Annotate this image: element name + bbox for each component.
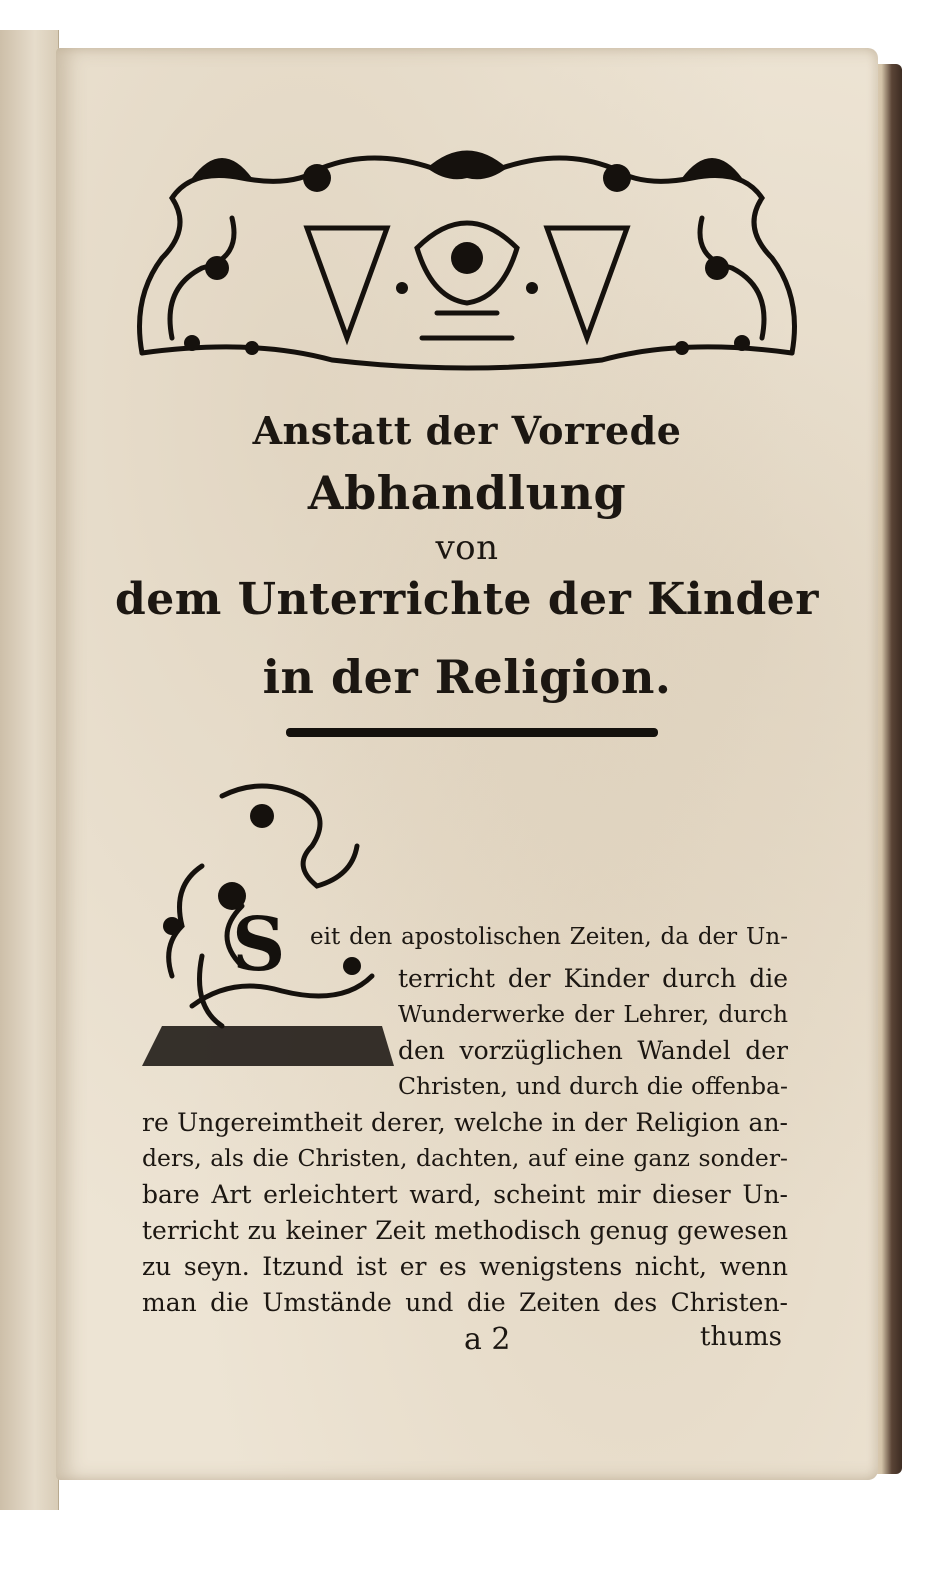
left-facing-page — [0, 30, 59, 1510]
headpiece-ornament — [132, 138, 802, 376]
heading-line-5: in der Religion. — [262, 650, 672, 704]
body-line: den vorzüglichen Wandel der — [398, 1036, 788, 1065]
body-line: re Ungereimtheit derer, welche in der Religion an- — [142, 1108, 788, 1137]
signature-mark: a 2 — [464, 1322, 511, 1357]
body-line: zu seyn. Itzund ist er es wenigstens nicht, wenn — [142, 1252, 788, 1281]
heading-line-1: Anstatt der Vorrede — [252, 408, 682, 453]
body-line: Wunderwerke der Lehrer, durch — [398, 1000, 788, 1028]
body-line: terricht zu keiner Zeit methodisch genug gewesen — [142, 1216, 788, 1245]
heading-line-3: von — [435, 528, 499, 568]
heading-line-4: dem Unterrichte der Kinder — [115, 574, 819, 625]
body-line: terricht der Kinder durch die — [398, 964, 788, 993]
divider-rule — [286, 728, 658, 737]
catchword: thums — [700, 1322, 782, 1352]
drop-cap-letter: S — [232, 902, 286, 988]
body-line: man die Umstände und die Zeiten des Christen- — [142, 1288, 788, 1317]
heading-line-2: Abhandlung — [307, 466, 627, 520]
body-line: ders, als die Christen, dachten, auf eine ganz sonder- — [142, 1144, 788, 1172]
body-line: Christen, und durch die offenba- — [398, 1072, 788, 1100]
body-line: bare Art erleichtert ward, scheint mir dieser Un- — [142, 1180, 788, 1209]
body-line: eit den apostolischen Zeiten, da der Un- — [310, 924, 788, 950]
